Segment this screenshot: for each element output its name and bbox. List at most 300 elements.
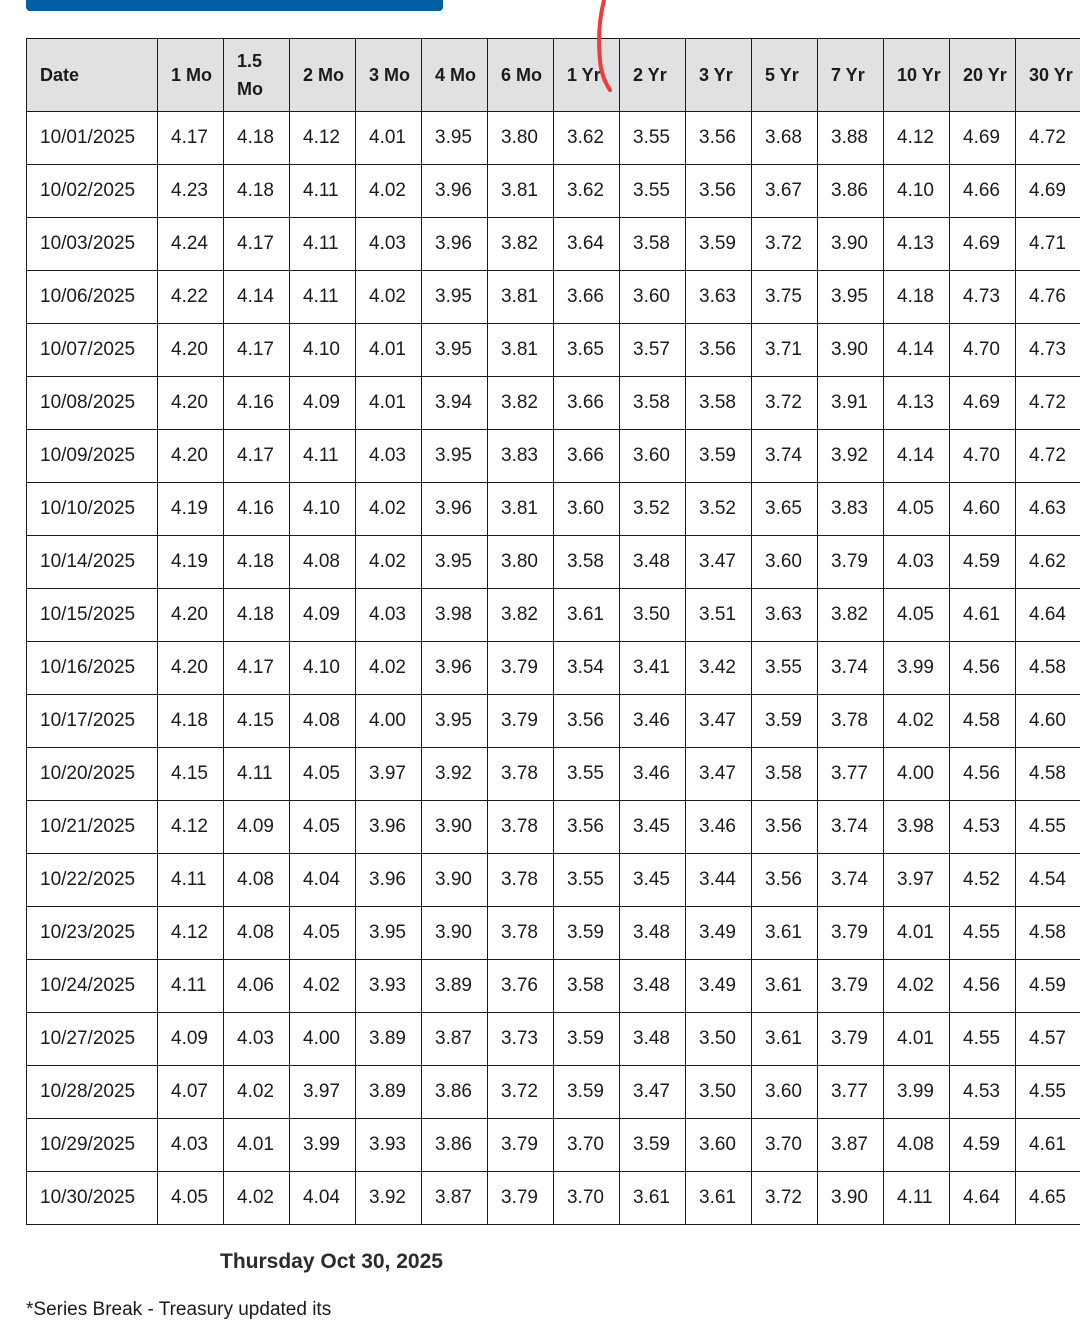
yield-cell: 3.86 xyxy=(422,1119,488,1172)
yield-cell: 4.11 xyxy=(290,218,356,271)
yield-cell: 4.11 xyxy=(290,430,356,483)
column-header: Date xyxy=(27,39,158,112)
yield-cell: 4.69 xyxy=(950,218,1016,271)
yield-cell: 4.03 xyxy=(224,1013,290,1066)
yield-cell: 3.70 xyxy=(554,1172,620,1225)
yield-cell: 4.17 xyxy=(224,642,290,695)
yield-cell: 3.42 xyxy=(686,642,752,695)
yield-cell: 3.60 xyxy=(752,536,818,589)
date-cell: 10/06/2025 xyxy=(27,271,158,324)
yield-cell: 4.08 xyxy=(290,695,356,748)
yield-cell: 3.66 xyxy=(554,377,620,430)
yield-cell: 4.10 xyxy=(290,483,356,536)
yield-cell: 3.86 xyxy=(422,1066,488,1119)
yield-cell: 4.64 xyxy=(1016,589,1080,642)
yield-cell: 3.95 xyxy=(422,324,488,377)
yield-cell: 4.55 xyxy=(1016,801,1080,854)
table-row xyxy=(27,748,1080,801)
yield-cell: 4.15 xyxy=(224,695,290,748)
yield-cell: 3.50 xyxy=(686,1013,752,1066)
yield-cell: 3.45 xyxy=(620,801,686,854)
yield-cell: 4.05 xyxy=(884,483,950,536)
yield-cell: 3.93 xyxy=(356,960,422,1013)
yield-cell: 3.59 xyxy=(554,907,620,960)
yield-cell: 4.11 xyxy=(158,854,224,907)
yield-cell: 3.79 xyxy=(818,536,884,589)
yield-cell: 3.67 xyxy=(752,165,818,218)
yield-cell: 3.56 xyxy=(752,801,818,854)
yield-cell: 3.78 xyxy=(488,801,554,854)
yield-cell: 4.55 xyxy=(950,1013,1016,1066)
yield-cell: 3.97 xyxy=(356,748,422,801)
yield-cell: 4.16 xyxy=(224,483,290,536)
yield-cell: 3.49 xyxy=(686,960,752,1013)
yield-cell: 3.98 xyxy=(422,589,488,642)
yield-cell: 4.03 xyxy=(356,430,422,483)
yield-cell: 3.47 xyxy=(686,536,752,589)
yield-cell: 4.18 xyxy=(224,589,290,642)
yield-cell: 4.56 xyxy=(950,642,1016,695)
table-row xyxy=(27,801,1080,854)
yield-cell: 3.79 xyxy=(488,642,554,695)
column-header: 1 Yr xyxy=(554,39,620,112)
yield-cell: 3.60 xyxy=(620,430,686,483)
yield-cell: 3.97 xyxy=(884,854,950,907)
yield-cell: 4.20 xyxy=(158,642,224,695)
yield-cell: 4.59 xyxy=(1016,960,1080,1013)
yield-cell: 4.03 xyxy=(356,589,422,642)
table-row xyxy=(27,1119,1080,1172)
yield-cell: 3.73 xyxy=(488,1013,554,1066)
table-row xyxy=(27,1172,1080,1225)
yield-cell: 4.56 xyxy=(950,960,1016,1013)
yield-cell: 3.89 xyxy=(356,1013,422,1066)
yield-cell: 4.10 xyxy=(884,165,950,218)
yield-cell: 4.02 xyxy=(356,271,422,324)
yield-cell: 3.91 xyxy=(818,377,884,430)
yield-cell: 4.09 xyxy=(290,589,356,642)
yield-cell: 4.05 xyxy=(290,907,356,960)
yield-cell: 4.09 xyxy=(158,1013,224,1066)
yield-cell: 3.89 xyxy=(422,960,488,1013)
yield-cell: 3.61 xyxy=(752,907,818,960)
table-header xyxy=(27,39,1080,112)
yield-cell: 3.90 xyxy=(818,218,884,271)
yield-cell: 4.58 xyxy=(1016,642,1080,695)
yield-cell: 3.59 xyxy=(554,1066,620,1119)
yield-cell: 4.07 xyxy=(158,1066,224,1119)
date-cell: 10/16/2025 xyxy=(27,642,158,695)
yield-cell: 3.78 xyxy=(488,907,554,960)
yield-cell: 3.55 xyxy=(554,854,620,907)
yield-cell: 4.11 xyxy=(224,748,290,801)
yield-cell: 3.48 xyxy=(620,907,686,960)
yield-cell: 3.78 xyxy=(818,695,884,748)
yield-cell: 4.19 xyxy=(158,536,224,589)
yield-cell: 3.46 xyxy=(620,695,686,748)
yield-cell: 3.52 xyxy=(620,483,686,536)
yield-cell: 3.79 xyxy=(818,1013,884,1066)
yield-cell: 3.92 xyxy=(818,430,884,483)
yield-table xyxy=(26,38,1080,1225)
yield-cell: 3.81 xyxy=(488,324,554,377)
table-row xyxy=(27,165,1080,218)
yield-cell: 4.76 xyxy=(1016,271,1080,324)
column-header: 2 Yr xyxy=(620,39,686,112)
yield-cell: 3.96 xyxy=(422,165,488,218)
yield-cell: 3.87 xyxy=(818,1119,884,1172)
table-row xyxy=(27,695,1080,748)
yield-cell: 4.69 xyxy=(950,377,1016,430)
yield-cell: 3.71 xyxy=(752,324,818,377)
column-header: 4 Mo xyxy=(422,39,488,112)
yield-cell: 4.59 xyxy=(950,536,1016,589)
yield-cell: 4.11 xyxy=(158,960,224,1013)
yield-cell: 3.88 xyxy=(818,112,884,165)
yield-cell: 3.78 xyxy=(488,748,554,801)
yield-cell: 3.82 xyxy=(488,589,554,642)
yield-cell: 3.95 xyxy=(422,112,488,165)
yield-cell: 3.56 xyxy=(686,112,752,165)
yield-cell: 3.70 xyxy=(554,1119,620,1172)
yield-cell: 4.58 xyxy=(1016,748,1080,801)
yield-cell: 3.90 xyxy=(818,324,884,377)
yield-cell: 4.11 xyxy=(290,271,356,324)
yield-cell: 4.20 xyxy=(158,377,224,430)
yield-cell: 4.70 xyxy=(950,430,1016,483)
yield-cell: 3.99 xyxy=(884,642,950,695)
yield-cell: 4.01 xyxy=(884,907,950,960)
yield-cell: 3.72 xyxy=(752,218,818,271)
yield-cell: 4.73 xyxy=(1016,324,1080,377)
yield-cell: 4.61 xyxy=(950,589,1016,642)
yield-cell: 3.55 xyxy=(554,748,620,801)
yield-cell: 3.74 xyxy=(818,801,884,854)
column-header: 10 Yr xyxy=(884,39,950,112)
yield-cell: 3.59 xyxy=(686,430,752,483)
yield-cell: 3.50 xyxy=(620,589,686,642)
yield-cell: 3.63 xyxy=(752,589,818,642)
date-cell: 10/23/2025 xyxy=(27,907,158,960)
table-row xyxy=(27,907,1080,960)
yield-cell: 4.03 xyxy=(356,218,422,271)
yield-cell: 3.62 xyxy=(554,112,620,165)
yield-cell: 4.11 xyxy=(884,1172,950,1225)
date-cell: 10/08/2025 xyxy=(27,377,158,430)
yield-cell: 4.12 xyxy=(290,112,356,165)
date-cell: 10/17/2025 xyxy=(27,695,158,748)
yield-cell: 4.14 xyxy=(884,324,950,377)
yield-cell: 4.17 xyxy=(224,430,290,483)
yield-cell: 3.58 xyxy=(686,377,752,430)
yield-cell: 3.56 xyxy=(752,854,818,907)
yield-cell: 3.90 xyxy=(422,907,488,960)
column-header: 1.5 Mo xyxy=(224,39,290,112)
yield-cell: 3.96 xyxy=(356,854,422,907)
date-cell: 10/03/2025 xyxy=(27,218,158,271)
yield-cell: 3.58 xyxy=(752,748,818,801)
yield-cell: 3.59 xyxy=(554,1013,620,1066)
yield-cell: 3.55 xyxy=(620,112,686,165)
yield-cell: 3.44 xyxy=(686,854,752,907)
header-row xyxy=(27,39,1080,112)
yield-cell: 3.66 xyxy=(554,271,620,324)
table-row xyxy=(27,218,1080,271)
yield-cell: 3.49 xyxy=(686,907,752,960)
yield-cell: 3.56 xyxy=(554,801,620,854)
yield-cell: 4.09 xyxy=(224,801,290,854)
yield-cell: 4.15 xyxy=(158,748,224,801)
yield-cell: 3.72 xyxy=(752,1172,818,1225)
yield-cell: 3.41 xyxy=(620,642,686,695)
yield-cell: 4.52 xyxy=(950,854,1016,907)
yield-cell: 4.64 xyxy=(950,1172,1016,1225)
date-cell: 10/29/2025 xyxy=(27,1119,158,1172)
table-row xyxy=(27,377,1080,430)
yield-cell: 4.55 xyxy=(1016,1066,1080,1119)
yield-cell: 3.99 xyxy=(290,1119,356,1172)
yield-cell: 3.47 xyxy=(620,1066,686,1119)
column-header: 6 Mo xyxy=(488,39,554,112)
yield-cell: 3.75 xyxy=(752,271,818,324)
yield-cell: 3.55 xyxy=(620,165,686,218)
column-header: 3 Mo xyxy=(356,39,422,112)
yield-cell: 4.10 xyxy=(290,324,356,377)
column-header: 20 Yr xyxy=(950,39,1016,112)
yield-cell: 3.80 xyxy=(488,112,554,165)
table-row xyxy=(27,271,1080,324)
yield-cell: 3.63 xyxy=(686,271,752,324)
yield-cell: 3.79 xyxy=(818,907,884,960)
table-row xyxy=(27,642,1080,695)
table-row xyxy=(27,854,1080,907)
column-header: 30 Yr xyxy=(1016,39,1080,112)
yield-cell: 3.95 xyxy=(356,907,422,960)
yield-cell: 3.48 xyxy=(620,1013,686,1066)
yield-cell: 3.80 xyxy=(488,536,554,589)
yield-cell: 4.60 xyxy=(1016,695,1080,748)
yield-cell: 4.04 xyxy=(290,1172,356,1225)
yield-cell: 4.13 xyxy=(884,218,950,271)
yield-cell: 3.79 xyxy=(488,1119,554,1172)
yield-cell: 4.53 xyxy=(950,1066,1016,1119)
yield-cell: 4.58 xyxy=(1016,907,1080,960)
yield-cell: 4.73 xyxy=(950,271,1016,324)
date-caption: Thursday Oct 30, 2025 xyxy=(220,1250,443,1274)
yield-cell: 4.02 xyxy=(356,483,422,536)
yield-cell: 4.71 xyxy=(1016,218,1080,271)
yield-cell: 4.18 xyxy=(224,165,290,218)
yield-cell: 4.06 xyxy=(224,960,290,1013)
yield-cell: 4.00 xyxy=(290,1013,356,1066)
yield-cell: 4.23 xyxy=(158,165,224,218)
yield-cell: 3.76 xyxy=(488,960,554,1013)
yield-cell: 4.16 xyxy=(224,377,290,430)
yield-cell: 4.66 xyxy=(950,165,1016,218)
yield-cell: 4.02 xyxy=(884,960,950,1013)
yield-cell: 3.50 xyxy=(686,1066,752,1119)
date-cell: 10/10/2025 xyxy=(27,483,158,536)
yield-cell: 3.56 xyxy=(686,324,752,377)
yield-cell: 3.89 xyxy=(356,1066,422,1119)
yield-cell: 4.57 xyxy=(1016,1013,1080,1066)
table-row xyxy=(27,483,1080,536)
yield-cell: 4.02 xyxy=(224,1066,290,1119)
yield-cell: 3.87 xyxy=(422,1172,488,1225)
yield-cell: 3.79 xyxy=(488,1172,554,1225)
yield-cell: 3.58 xyxy=(620,377,686,430)
yield-cell: 3.74 xyxy=(752,430,818,483)
yield-cell: 3.74 xyxy=(818,642,884,695)
yield-cell: 4.53 xyxy=(950,801,1016,854)
footnote: *Series Break - Treasury updated its xyxy=(26,1299,331,1321)
yield-cell: 4.20 xyxy=(158,324,224,377)
yield-cell: 3.77 xyxy=(818,748,884,801)
yield-cell: 4.59 xyxy=(950,1119,1016,1172)
yield-cell: 3.66 xyxy=(554,430,620,483)
yield-cell: 4.17 xyxy=(158,112,224,165)
yield-cell: 4.62 xyxy=(1016,536,1080,589)
yield-cell: 3.96 xyxy=(422,483,488,536)
yield-cell: 3.86 xyxy=(818,165,884,218)
yield-cell: 3.83 xyxy=(818,483,884,536)
yield-cell: 3.45 xyxy=(620,854,686,907)
yield-cell: 4.60 xyxy=(950,483,1016,536)
yield-cell: 3.61 xyxy=(686,1172,752,1225)
table-body xyxy=(27,112,1080,1225)
yield-cell: 3.61 xyxy=(752,1013,818,1066)
yield-cell: 3.94 xyxy=(422,377,488,430)
yield-cell: 3.51 xyxy=(686,589,752,642)
yield-cell: 4.24 xyxy=(158,218,224,271)
date-cell: 10/27/2025 xyxy=(27,1013,158,1066)
table-row xyxy=(27,536,1080,589)
yield-cell: 3.57 xyxy=(620,324,686,377)
yield-cell: 4.00 xyxy=(356,695,422,748)
yield-cell: 3.65 xyxy=(554,324,620,377)
yield-cell: 4.00 xyxy=(884,748,950,801)
yield-cell: 3.46 xyxy=(620,748,686,801)
yield-cell: 3.70 xyxy=(752,1119,818,1172)
yield-cell: 3.96 xyxy=(422,218,488,271)
date-cell: 10/22/2025 xyxy=(27,854,158,907)
table-row xyxy=(27,960,1080,1013)
yield-cell: 4.05 xyxy=(290,801,356,854)
yield-cell: 4.02 xyxy=(356,642,422,695)
yield-cell: 3.82 xyxy=(488,377,554,430)
yield-cell: 3.52 xyxy=(686,483,752,536)
table-row xyxy=(27,589,1080,642)
column-header: 3 Yr xyxy=(686,39,752,112)
yield-cell: 4.09 xyxy=(290,377,356,430)
yield-cell: 3.74 xyxy=(818,854,884,907)
yield-cell: 3.98 xyxy=(884,801,950,854)
yield-cell: 3.96 xyxy=(356,801,422,854)
yield-cell: 3.78 xyxy=(488,854,554,907)
date-cell: 10/07/2025 xyxy=(27,324,158,377)
yield-cell: 3.72 xyxy=(488,1066,554,1119)
yield-cell: 4.12 xyxy=(884,112,950,165)
yield-cell: 4.22 xyxy=(158,271,224,324)
yield-cell: 4.18 xyxy=(158,695,224,748)
yield-cell: 3.48 xyxy=(620,536,686,589)
yield-cell: 4.01 xyxy=(224,1119,290,1172)
yield-cell: 4.08 xyxy=(224,854,290,907)
yield-cell: 3.60 xyxy=(686,1119,752,1172)
date-cell: 10/01/2025 xyxy=(27,112,158,165)
yield-cell: 4.12 xyxy=(158,907,224,960)
yield-cell: 3.96 xyxy=(422,642,488,695)
yield-cell: 4.02 xyxy=(224,1172,290,1225)
yield-cell: 3.87 xyxy=(422,1013,488,1066)
yield-cell: 3.95 xyxy=(422,536,488,589)
yield-cell: 3.97 xyxy=(290,1066,356,1119)
yield-cell: 4.01 xyxy=(356,112,422,165)
yield-cell: 3.90 xyxy=(422,854,488,907)
yield-cell: 3.60 xyxy=(752,1066,818,1119)
table-row xyxy=(27,324,1080,377)
yield-cell: 4.02 xyxy=(884,695,950,748)
yield-cell: 4.08 xyxy=(884,1119,950,1172)
yield-cell: 3.79 xyxy=(818,960,884,1013)
date-cell: 10/21/2025 xyxy=(27,801,158,854)
yield-cell: 4.19 xyxy=(158,483,224,536)
yield-cell: 3.46 xyxy=(686,801,752,854)
yield-cell: 4.63 xyxy=(1016,483,1080,536)
date-cell: 10/14/2025 xyxy=(27,536,158,589)
yield-cell: 4.02 xyxy=(356,165,422,218)
yield-cell: 4.14 xyxy=(884,430,950,483)
date-cell: 10/28/2025 xyxy=(27,1066,158,1119)
yield-cell: 3.79 xyxy=(488,695,554,748)
yield-cell: 4.11 xyxy=(290,165,356,218)
yield-cell: 4.18 xyxy=(224,536,290,589)
yield-cell: 3.92 xyxy=(422,748,488,801)
yield-cell: 4.03 xyxy=(884,536,950,589)
yield-cell: 4.55 xyxy=(950,907,1016,960)
yield-cell: 3.99 xyxy=(884,1066,950,1119)
yield-cell: 4.10 xyxy=(290,642,356,695)
yield-cell: 3.90 xyxy=(818,1172,884,1225)
column-header: 7 Yr xyxy=(818,39,884,112)
yield-cell: 4.58 xyxy=(950,695,1016,748)
yield-cell: 4.72 xyxy=(1016,377,1080,430)
yield-cell: 3.58 xyxy=(620,218,686,271)
column-header: 5 Yr xyxy=(752,39,818,112)
yield-cell: 4.17 xyxy=(224,218,290,271)
yield-cell: 3.95 xyxy=(422,430,488,483)
yield-cell: 3.62 xyxy=(554,165,620,218)
yield-cell: 3.64 xyxy=(554,218,620,271)
yield-cell: 3.77 xyxy=(818,1066,884,1119)
yield-cell: 4.65 xyxy=(1016,1172,1080,1225)
yield-cell: 3.55 xyxy=(752,642,818,695)
yield-cell: 3.54 xyxy=(554,642,620,695)
yield-cell: 3.68 xyxy=(752,112,818,165)
date-cell: 10/09/2025 xyxy=(27,430,158,483)
date-cell: 10/20/2025 xyxy=(27,748,158,801)
yield-cell: 3.83 xyxy=(488,430,554,483)
date-cell: 10/02/2025 xyxy=(27,165,158,218)
yield-cell: 4.02 xyxy=(356,536,422,589)
yield-cell: 3.58 xyxy=(554,960,620,1013)
yield-cell: 4.13 xyxy=(884,377,950,430)
yield-cell: 4.01 xyxy=(356,324,422,377)
top-bar xyxy=(26,0,443,11)
yield-cell: 4.08 xyxy=(224,907,290,960)
yield-cell: 3.95 xyxy=(818,271,884,324)
yield-cell: 4.08 xyxy=(290,536,356,589)
